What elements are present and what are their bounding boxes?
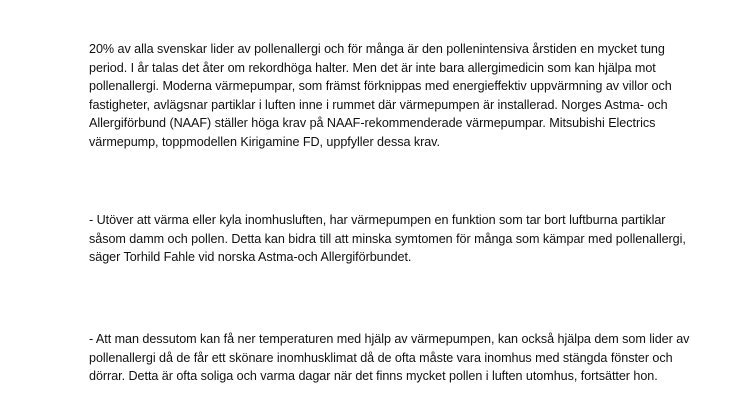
paragraph-intro: 20% av alla svenskar lider av pollenallergi och för många är den pollenintensiva årstiden en mycket tung period. I år talas det åter om rekordhöga halter. Men det är inte bara allergimedicin som kan hjälpa mot pollenallergi. Moderna värmepumpar, som främst förknippas med energieffektiv uppvärmning av villor och fastigheter, avlägsnar partiklar i luften inne i rummet där värmepumpen är installerad. Norges Astma- och Allergiförbund (NAAF) ställer höga krav på NAAF-rekommenderade värmepumpar. Mitsubishi Electrics värmepump, toppmodellen Kirigamine FD, uppfyller dessa krav. bbox=[89, 42, 672, 149]
paragraph-quote-2: - Att man dessutom kan få ner temperaturen med hjälp av värmepumpen, kan också hjälpa dem som lider av pollenallergi då de får ett skönare inomhusklimat då de ofta måste vara inomhus med stängda fönster och dörrar. Detta är ofta soliga och varma dagar när det finns mycket pollen i luften utomhus, fortsätter hon. bbox=[89, 332, 690, 383]
paragraph-quote-1: - Utöver att värma eller kyla inomhusluften, har värmepumpen en funktion som tar bort luftburna partiklar såsom damm och pollen. Detta kan bidra till att minska symtomen för många som kämpar med pollenallergi, säger Torhild Fahle vid norska Astma-och Allergiförbundet. bbox=[89, 213, 686, 264]
